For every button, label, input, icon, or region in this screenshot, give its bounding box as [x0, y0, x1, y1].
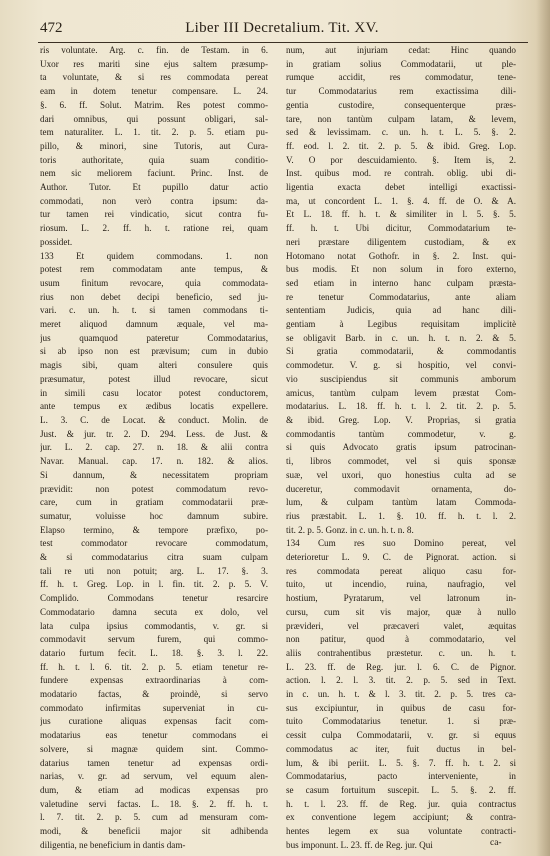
text-line: Uxor res mariti sine ejus saltem præsump-	[40, 58, 268, 69]
text-line: sed & levissimam. c. un. h. t. L. 5. §. 2.	[286, 127, 516, 138]
text-line: tare, non tantùm culpam latam, & levem,	[286, 113, 516, 124]
text-line: potest rem commodatam ante tempus, &	[40, 264, 268, 275]
text-line: Si dannum, & necessitatem propriam	[40, 469, 268, 480]
text-line: si ab ipso non est prævisum; cum in dubio	[40, 346, 268, 357]
text-line: cessit culpa Commodatarii, v. gr. si equus	[286, 730, 516, 741]
text-line: duceretur, commodavit ornamenta, do-	[286, 483, 516, 494]
text-line: L. 3. C. de Locat. & conduct. Molin. de	[40, 414, 268, 425]
text-line: datario furtum fecit. L. 18. §. 3. l. 22.	[40, 647, 268, 658]
text-line: neri præstare diligentem custodiam, & ex	[286, 236, 516, 247]
text-line: Commodatario damna secuta ex dolo, vel	[40, 606, 268, 617]
text-line: hostium, Pyratarum, vel latronum in-	[286, 593, 516, 604]
text-line: toris authoritate, quia suam conditio-	[40, 154, 268, 165]
text-line: aliis contrahentibus præstetur. c. un. h. t.	[286, 647, 516, 658]
text-line: l. 7. tit. 2. p. 5. cum ad mensuram com-	[40, 812, 268, 823]
text-line: care, cum in gratiam commodatarii præ-	[40, 497, 268, 508]
text-line: riosum. L. 2. ff. h. t. ratione rei, quam	[40, 223, 268, 234]
text-line: ma, ut concordent L. 1. §. 4. ff. de O. & A.	[286, 195, 516, 206]
catchword: ca-	[490, 838, 502, 848]
text-line: prævidit: non potest commodatum revo-	[40, 483, 268, 494]
text-line: Complido. Commodans tenetur resarcire	[40, 593, 268, 604]
text-line: 133 Et quidem commodans. 1. non	[40, 250, 268, 261]
text-line: narias, v. gr. ad servum, vel equum alen-	[40, 771, 268, 782]
page-number: 472	[40, 20, 63, 36]
text-line: tur Commodatarius rem exactissima dili-	[286, 86, 516, 97]
text-line: commodatus ac iter, fuit ductus in bel-	[286, 743, 516, 754]
text-line: suæ, vel uxori, quo honestius culta ad se	[286, 469, 516, 480]
text-line: Et L. 18. ff. h. t. & similiter in l. 5. §. 5.	[286, 209, 516, 220]
text-line: tali re uti non potuit; arg. L. 17. §. 3.	[40, 565, 268, 576]
text-line: re tenetur Commodatarius, ante aliam	[286, 291, 516, 302]
text-line: ris voluntate. Arg. c. fin. de Testam. in 6.	[40, 45, 268, 55]
text-line: dum, & etiam ad modicas expensas pro	[40, 784, 268, 795]
text-line: Elapso termino, & tempore præfixo, po-	[40, 524, 268, 535]
text-line: jus quamquod pateretur Commodatarius,	[40, 332, 268, 343]
text-line: sus excipiuntur, in quibus de casu for-	[286, 702, 516, 713]
text-line: commodantis tantùm commodetur, v. g.	[286, 428, 516, 439]
text-line: commodavit servum furem, qui commo-	[40, 634, 268, 645]
text-line: jur. L. 2. cap. 27. n. 18. & alii contra	[40, 442, 268, 453]
text-line: commodati, non verò contra ipsum: da-	[40, 195, 268, 206]
text-line: præsumatur, potest illud revocare, sicut	[40, 373, 268, 384]
left-column	[40, 44, 268, 852]
text-line: Navar. Manual. cap. 17. n. 182. & alios.	[40, 456, 268, 467]
text-line: amicus, tantùm culpam levem præstat Com-	[286, 387, 516, 398]
text-line: valetudine servi factas. L. 18. §. 2. ff. h. t.	[40, 798, 268, 809]
text-line: si quis Advocato gratis ipsum patrocinan-	[286, 442, 516, 453]
text-line: deterioretur L. 9. C. de Pignorat. action. si	[286, 552, 516, 563]
text-line: Hotomano notat Gothofr. in §. 2. Inst. qui-	[286, 250, 516, 261]
text-line: tur tamen rei vindicatio, sicut contra fu-	[40, 209, 268, 220]
text-line: sumatur, voluisse hoc damnum subire.	[40, 510, 268, 521]
text-line: magis sibi, quam alteri consulere quis	[40, 360, 268, 371]
text-line: diligentia, ne beneficium in dantis dam-	[40, 839, 186, 850]
text-line: ti, libros commodet, vel si quis sponsæ	[286, 456, 516, 467]
text-line: ff. eod. l. 2. tit. 2. p. 5. & ibid. Greg. Lop.	[286, 140, 516, 151]
text-line: sententiam Judicis, quia ad hanc dili-	[286, 305, 516, 316]
text-line: hentes legem ex sua voluntate contracti-	[286, 826, 516, 837]
text-line: in simili casu locator potest conductorem,	[40, 387, 268, 398]
page-edge-shadow	[536, 0, 550, 856]
text-line: tuito, ut incendio, ruina, naufragio, vel	[286, 579, 516, 590]
text-line: pillo, & minori, sine Tutoris, aut Cura-	[40, 140, 268, 151]
text-line: modi, & beneficii major sit adhibenda	[40, 826, 268, 837]
running-title: Liber III Decretalium. Tit. XV.	[185, 20, 379, 36]
text-line: commodato infirmitas superveniat in cu-	[40, 702, 268, 713]
text-line: ex conventione legem accipiunt; & contra-	[286, 812, 516, 823]
text-line: modatarius eas tenetur commodans ei	[40, 730, 268, 741]
text-line: rius non debet decipi beneficio, sed ju-	[40, 291, 268, 302]
text-line: & si commodatarius citra suam culpam	[40, 552, 268, 563]
text-line: res commodata pereat aliquo casu for-	[286, 565, 516, 576]
text-line: dari omnibus, qui possunt obligari, sal-	[40, 113, 268, 124]
text-line: Author. Tutor. Et pupillo datur actio	[40, 182, 268, 193]
text-line: bus imponunt. L. 23. ff. de Reg. jur. Qui	[286, 839, 433, 850]
text-line: ta voluntate, & si res commodata pereat	[40, 72, 268, 83]
text-line: gentiam à Legibus requisitam implicitè	[286, 319, 516, 330]
text-line: commodetur. V. g. si hospitio, vel convi-	[286, 360, 516, 371]
header-rule	[38, 42, 528, 43]
text-line: tem naturaliter. L. 1. tit. 2. p. 5. etiam pu-	[40, 127, 268, 138]
text-line: bus modis. Et non solum in foro externo,	[286, 264, 516, 275]
text-line: se casum fortuitum suscepit. L. 5. §. 2. ff.	[286, 784, 516, 795]
text-line: lum, & ibi periit. L. 5. §. 7. ff. h. t. 2. si	[286, 757, 516, 768]
text-line: rumque accidit, res commodatur, tene-	[286, 72, 516, 83]
text-line: ante tempus ex ædibus locatis expellere.	[40, 401, 268, 412]
text-line: datarius tamen tenetur ad expensas ordi-	[40, 757, 268, 768]
text-line: lum, & culpam tantùm latam Commoda-	[286, 497, 516, 508]
text-line: Commodatarius, pacto interveniente, in	[286, 771, 516, 782]
text-line: sed etiam in interno hanc culpam præsta-	[286, 277, 516, 288]
text-line: modatario factas, & proindè, si servo	[40, 689, 268, 700]
text-line: ff. h. t. Ubi dicitur, Commodatarium te-	[286, 223, 516, 234]
text-line: usum finitum revocare, quia commodata-	[40, 277, 268, 288]
text-line: possidet.	[40, 236, 73, 247]
text-line: non patitur, quod à commodatario, vel	[286, 634, 516, 645]
text-line: & ibid. Greg. Lop. V. Proprias, si gratia	[286, 414, 516, 425]
text-line: rius præstabit. L. 1. §. 10. ff. h. t. l. 2.	[286, 510, 516, 521]
text-line: V. O por descuidamiento. §. Item is, 2.	[286, 154, 516, 165]
text-line: meret aliquod damnum æquale, vel ma-	[40, 319, 268, 330]
text-line: vari. c. un. h. t. si tamen commodans ti-	[40, 305, 268, 316]
text-line: in c. un. h. t. & l. 3. tit. 2. p. 5. tres ca-	[286, 689, 516, 700]
text-line: Si gratia commodatarii, & commodantis	[286, 346, 516, 357]
text-line: Just. & jur. tr. 2. D. 294. Less. de Just. &	[40, 428, 268, 439]
text-line: eam in dotem tenetur compensare. L. 24.	[40, 86, 268, 97]
text-line: prævideri, vel præcaveri valet, æquitas	[286, 620, 516, 631]
text-line: ligentia exacta debet intelligi exactissi-	[286, 182, 516, 193]
text-line: tit. 2. p. 5. Gonz. in c. un. h. t. n. 8.	[286, 524, 414, 535]
text-line: cursu, cum sit vis major, quæ à nullo	[286, 606, 516, 617]
text-line: modatarius. L. 18. ff. h. t. l. 2. tit. 2. p. 5.	[286, 401, 516, 412]
text-line: vio suscipiendus sit communis amborum	[286, 373, 516, 384]
text-line: fundere expensas extraordinarias à com-	[40, 675, 268, 686]
text-line: in gratiam solius Commodatarii, ut ple-	[286, 58, 516, 69]
text-line: 134 Cum res suo Domino pereat, vel	[286, 538, 516, 549]
text-line: ff. h. t. Greg. Lop. in l. fin. tit. 2. p. 5. V.	[40, 579, 268, 590]
text-line: nem sic meliorem faciunt. Princ. Inst. de	[40, 168, 268, 179]
text-line: tuito Commodatarius tenetur. 1. si præ-	[286, 716, 516, 727]
text-line: num, aut injuriam cedat: Hinc quando	[286, 45, 516, 55]
text-line: jus curatione aliquas expensas facit com-	[40, 716, 268, 727]
text-line: h. t. l. 23. ff. de Reg. jur. quia contractus	[286, 798, 516, 809]
text-line: gentia custodire, consequenterque præs-	[286, 99, 516, 110]
page-header	[34, 20, 530, 40]
text-line: ff. h. t. l. 6. tit. 2. p. 5. etiam tenetur re-	[40, 661, 268, 672]
text-line: action. l. 2. l. 3. tit. 2. p. 5. sed in Text.	[286, 675, 516, 686]
text-line: Inst. quibus mod. re contrah. oblig. ubi di-	[286, 168, 516, 179]
text-line: se obligavit Barb. in c. un. h. t. n. 2. & 5.	[286, 332, 516, 343]
text-line: test commodator revocare commodatum,	[40, 538, 268, 549]
text-line: §. 6. ff. Solut. Matrim. Res potest commo-	[40, 99, 268, 110]
text-line: lata culpa ipsius commodantis, v. gr. si	[40, 620, 268, 631]
right-column	[286, 44, 516, 852]
text-line: L. 23. ff. de Reg. jur. l. 6. C. de Pignor.	[286, 661, 516, 672]
text-line: solvere, si magnæ quidem sint. Commo-	[40, 743, 268, 754]
